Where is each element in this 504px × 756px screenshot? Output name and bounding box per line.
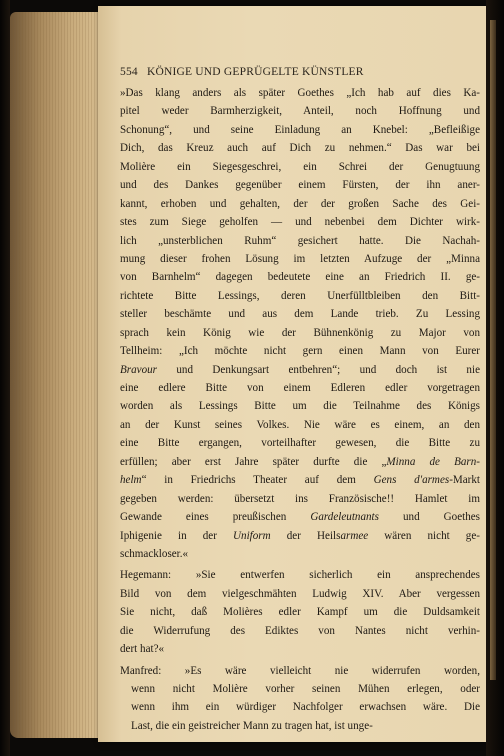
background-shadow-left: [0, 0, 10, 756]
text-run: wenn ihm ein würdiger Nachfolger erwachsen wäre. Die: [131, 701, 480, 714]
italic-text: Bravour: [120, 363, 157, 376]
italic-text: helm: [120, 474, 142, 487]
text-line: [120, 527, 480, 545]
text-line: [120, 680, 480, 698]
text-line: [120, 603, 480, 621]
text-line: [120, 416, 480, 434]
text-line: [120, 566, 480, 584]
text-line: [120, 585, 480, 603]
text-line: [120, 471, 480, 489]
text-run: Schonung“, und seine Einladung an Knebel: „Befleißige: [120, 123, 480, 136]
text-run: lich „unsterblichen Ruhm“ gesichert hatte. Die Nachah-: [120, 234, 480, 247]
text-line: [120, 158, 480, 176]
book-right-edge: [486, 0, 504, 756]
text-run: Hegemann: »Sie entwerfen sicherlich ein ansprechendes: [120, 569, 480, 582]
text-run: Molière ein Siegesgeschrei, ein Schrei der Genugtuung: [120, 160, 480, 173]
italic-text: Gardeleutnants: [310, 511, 379, 524]
text-run: Gewande eines preußischen: [120, 511, 311, 524]
text-line: [120, 324, 480, 342]
text-run: an der Kunst seines Volkes. Nie wäre es einem, an den: [120, 418, 480, 431]
text-run: Last, die ein geistreicher Mann zu tragen hat, ist unge-: [131, 719, 373, 732]
running-header: [120, 66, 480, 78]
text-run: und Denkungsart entbehren“; und doch ist nie: [156, 363, 480, 376]
text-run: von Barnhelm“ dagegen bedeutete eine an Friedrich II. ge-: [120, 271, 480, 284]
text-line: [120, 717, 480, 735]
text-line: [120, 232, 480, 250]
text-line: [120, 434, 480, 452]
text-run: »Das klang anders als später Goethes „Ich hab auf dies Ka-: [120, 87, 480, 99]
text-run: Tellheim: „Ich möchte nicht gern einen Mann von Eurer: [120, 345, 480, 358]
text-line: [120, 305, 480, 323]
text-run: Bild von dem vielgeschmähten Ludwig XIV. Aber vergessen: [120, 587, 480, 600]
text-run: und des Dankes gegenüber einem Fürsten, der ihn aner-: [120, 179, 480, 192]
text-run: “ in Friedrichs Theater auf dem: [141, 474, 374, 487]
page-number: 554: [120, 66, 138, 78]
text-line: [120, 453, 480, 471]
italic-text: armee: [340, 529, 369, 542]
text-run: und Goethes: [378, 511, 480, 524]
text-line: [120, 698, 480, 716]
text-line: [120, 490, 480, 508]
italic-text: Gens d'armes: [373, 474, 450, 487]
page-body-text: [120, 84, 480, 735]
running-title: KÖNIGE UND GEPRÜGELTE KÜNSTLER: [146, 66, 364, 78]
text-run: erfüllen; aber erst Jahre später durfte die „: [120, 455, 387, 468]
text-run: gegeben werden: übersetzt ins Französische!! Hamlet im: [120, 492, 480, 505]
text-run: steller beschämte und aus dem Lande trieb. Zu Lessing: [120, 308, 480, 321]
text-run: Sie nicht, daß Molières edler Kampf um die Duldsamkeit: [120, 606, 480, 619]
text-run: wären nicht ge-: [368, 529, 480, 542]
italic-text: Uniform: [233, 529, 271, 542]
text-run: eine Bitte ergangen, vorteilhafter gewesen, die Bitte zu: [120, 437, 480, 450]
text-run: mung dieser frohen Lösung im letzten Aufzuge der „Minna: [120, 252, 480, 265]
text-line: [120, 102, 480, 120]
text-line: [120, 176, 480, 194]
text-run: eine edlere Bitte von einem Edleren edler vorgetragen: [120, 382, 480, 394]
text-line: [120, 622, 480, 640]
text-run: Manfred: »Es wäre vielleicht nie widerrufen worden,: [120, 664, 480, 677]
text-run: sprach kein König wie der Bühnenkönig zu Major von: [120, 326, 480, 339]
text-run: Iphigenie in der: [120, 529, 234, 542]
text-run: dert hat?«: [120, 643, 165, 656]
text-line: [120, 287, 480, 305]
text-line: [120, 213, 480, 231]
text-run: worden als Lessings Bitte um die Teilnahme des Königs: [120, 400, 480, 413]
text-line: [120, 640, 480, 658]
text-line: [120, 342, 480, 360]
text-line: [120, 361, 480, 379]
text-run: der Heils: [270, 529, 341, 542]
text-run: kannt, erhoben und gehalten, der der großen Sache des Gei-: [120, 197, 480, 210]
text-run: richtete Bitte Lessings, deren Unerfülltbleiben den Bitt-: [120, 289, 480, 302]
text-line: [120, 268, 480, 286]
text-line: [120, 139, 480, 157]
italic-text: Minna de Barn-: [386, 455, 480, 468]
text-line: [120, 379, 480, 397]
text-line: [120, 84, 480, 102]
book-page-edges: [10, 12, 98, 738]
text-run: stes zum Siege geholfen — und nebenbei dem Dichter wirk-: [120, 216, 480, 229]
text-line: [120, 397, 480, 415]
text-run: wenn nicht Molière vorher seinen Mühen erlegen, oder: [131, 683, 480, 695]
text-line: [120, 121, 480, 139]
text-run: pitel weder Barmherzigkeit, Anteil, noch Hoffnung und: [120, 105, 480, 118]
text-line: [120, 545, 480, 563]
text-run: -Markt: [449, 474, 480, 487]
text-line: [120, 662, 480, 680]
text-run: Dich, das Kreuz auch auf Dich zu nehmen.“ Das war bei: [120, 142, 480, 155]
text-run: schmackloser.«: [120, 547, 189, 560]
text-run: die Widerrufung des Ediktes von Nantes nicht verhin-: [120, 624, 480, 637]
text-line: [120, 508, 480, 526]
text-line: [120, 250, 480, 268]
text-line: [120, 195, 480, 213]
